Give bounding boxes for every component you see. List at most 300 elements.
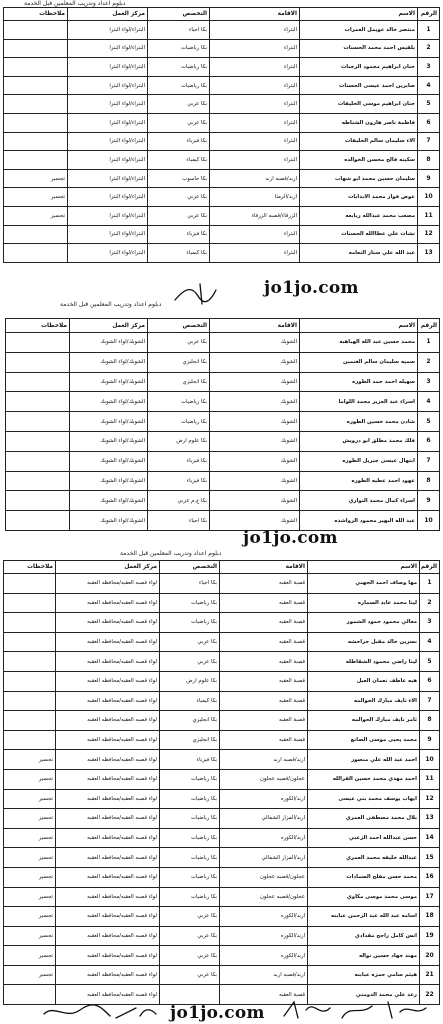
row-number: 16: [420, 867, 440, 887]
row-residence: الشوبك: [210, 471, 300, 491]
row-residence: اربد/الكوره: [220, 946, 308, 966]
row-number: 10: [418, 188, 440, 207]
header-workplace: مركز العمل: [68, 8, 148, 21]
row-number: 1: [418, 333, 440, 353]
row-notes: [4, 691, 56, 711]
row-specialty: بكا عربي: [160, 965, 220, 985]
row-residence: قصبة العقبه: [220, 691, 308, 711]
row-name: سميه سليمان سالم الغنمين: [300, 352, 418, 372]
row-residence: قصبة العقبه: [220, 613, 308, 633]
row-name: احمد عبد الله علي منصور: [308, 750, 420, 770]
row-number: 11: [418, 206, 440, 225]
table-row: [4, 58, 440, 77]
row-workplace: لواء قصبه العقبه/محافظه العقبه: [56, 711, 160, 731]
row-workplace: الشوبك/لواء الشوبك: [70, 471, 148, 491]
row-specialty: بكا فيزياء: [160, 750, 220, 770]
table-header-row: [4, 8, 440, 21]
row-workplace: لواء قصبه العقبه/محافظه العقبه: [56, 907, 160, 927]
row-workplace: البتراء/لواء البترا: [68, 206, 148, 225]
row-notes: [4, 632, 56, 652]
row-specialty: بكا علوم ارض: [160, 671, 220, 691]
row-specialty: بكا عربي: [160, 632, 220, 652]
row-workplace: البتراء/لواء البترا: [68, 151, 148, 170]
row-specialty: بكا رياضيات: [160, 789, 220, 809]
section-2-body: [6, 333, 440, 531]
row-number: 1: [418, 21, 440, 40]
row-residence: الشوبك: [210, 352, 300, 372]
row-residence: اربد/الكوره: [220, 828, 308, 848]
table-row: [6, 471, 440, 491]
row-workplace: لواء قصبه العقبه/محافظه العقبه: [56, 691, 160, 711]
row-notes: [4, 21, 68, 40]
row-residence: قصبة العقبه: [220, 711, 308, 731]
table-row: [6, 451, 440, 471]
row-workplace: الشوبك/لواء الشوبك: [70, 451, 148, 471]
row-workplace: لواء قصبه العقبه/محافظه العقبه: [56, 632, 160, 652]
row-notes: تجسير: [4, 926, 56, 946]
section-3-body: [4, 574, 440, 1005]
row-residence: الشوبك: [210, 372, 300, 392]
section-1-title: دبلوم اعداد وتدريب المعلمين قبل الخدمة: [24, 0, 126, 7]
row-residence: البتراء: [210, 151, 300, 170]
watermark: jo1jo.com: [264, 278, 359, 298]
row-residence: البتراء: [210, 76, 300, 95]
row-specialty: بكا رياضيات: [160, 828, 220, 848]
row-workplace: لواء قصبه العقبه/محافظه العقبه: [56, 946, 160, 966]
row-name: عبدالله خليفه محمد العمري: [308, 848, 420, 868]
row-workplace: الشوبك/لواء الشوبك: [70, 511, 148, 531]
row-residence: عجلون/قصبه عجلون: [220, 887, 308, 907]
row-name: نسرين خالد مقبل حراحشه: [308, 632, 420, 652]
row-residence: الشوبك: [210, 451, 300, 471]
row-notes: [4, 593, 56, 613]
row-specialty: بكا فيزياء: [148, 225, 210, 244]
row-name: هبه عاطف نعمان العبل: [308, 671, 420, 691]
table-row: [4, 39, 440, 58]
row-notes: تجسير: [4, 809, 56, 829]
row-workplace: البتراء/لواء البترا: [68, 39, 148, 58]
row-number: 13: [420, 809, 440, 829]
row-residence: البتراء: [210, 225, 300, 244]
row-workplace: لواء قصبه العقبه/محافظه العقبه: [56, 593, 160, 613]
row-workplace: لواء قصبه العقبه/محافظه العقبه: [56, 965, 160, 985]
row-notes: تجسير: [4, 867, 56, 887]
table-row: [4, 188, 440, 207]
row-name: الاء نايف مبارك الحوالمه: [308, 691, 420, 711]
row-name: ايهاب يوسف محمد بني عيسى: [308, 789, 420, 809]
row-specialty: بكا رياضيات: [160, 809, 220, 829]
row-number: 5: [420, 652, 440, 672]
row-residence: اربد/قصبه اربد: [210, 169, 300, 188]
row-workplace: لواء قصبه العقبه/محافظه العقبه: [56, 574, 160, 594]
row-residence: الشوبك: [210, 431, 300, 451]
table-row: [4, 789, 440, 809]
row-workplace: الشوبك/لواء الشوبك: [70, 392, 148, 412]
header-residence: الاقامة: [220, 561, 308, 574]
row-residence: البتراء: [210, 58, 300, 77]
row-name: رعد علي محمد الدومني: [308, 985, 420, 1005]
row-notes: [6, 491, 70, 511]
row-workplace: لواء قصبه العقبه/محافظه العقبه: [56, 809, 160, 829]
row-residence: اربد/الكوره: [220, 907, 308, 927]
row-specialty: بكا انجليزي: [160, 711, 220, 731]
table-row: [4, 691, 440, 711]
row-number: 21: [420, 965, 440, 985]
row-notes: [6, 333, 70, 353]
row-workplace: لواء قصبه العقبه/محافظه العقبه: [56, 671, 160, 691]
row-notes: [4, 39, 68, 58]
row-name: اسراء عبد العزيز محمد اللواما: [300, 392, 418, 412]
row-notes: [4, 671, 56, 691]
row-specialty: بكا احياء: [160, 574, 220, 594]
row-specialty: بكا رياضيات: [148, 392, 210, 412]
row-name: انس كامل راجح مقدادي: [308, 926, 420, 946]
row-number: 9: [420, 730, 440, 750]
row-notes: [4, 244, 68, 263]
row-name: بلقيس احمد محمد الحسنات: [300, 39, 418, 58]
header-notes: ملاحظات: [4, 561, 56, 574]
row-number: 1: [420, 574, 440, 594]
row-residence: الشوبك: [210, 333, 300, 353]
row-residence: قصبة العقبه: [220, 671, 308, 691]
row-name: اسامه عبد الله عبد الرحمن عبابنه: [308, 907, 420, 927]
row-workplace: البتراء/لواء البترا: [68, 21, 148, 40]
row-residence: اربد/الكوره: [220, 789, 308, 809]
row-workplace: لواء قصبه العقبه/محافظه العقبه: [56, 926, 160, 946]
row-notes: [6, 392, 70, 412]
row-workplace: الشوبك/لواء الشوبك: [70, 412, 148, 432]
signature-mark: [40, 1000, 160, 1024]
row-number: 14: [420, 828, 440, 848]
row-specialty: بكا احياء: [148, 511, 210, 531]
row-notes: تجسير: [4, 946, 56, 966]
table-row: [4, 244, 440, 263]
section-3-title: دبلوم اعداد وتدريب المعلمين قبل الخدمة: [120, 550, 222, 557]
table-row: [4, 965, 440, 985]
watermark: jo1jo.com: [170, 1003, 265, 1023]
row-workplace: الشوبك/لواء الشوبك: [70, 431, 148, 451]
row-number: 8: [420, 711, 440, 731]
row-notes: [4, 652, 56, 672]
row-name: ثامر نايف مبارك الحوالمه: [308, 711, 420, 731]
row-workplace: البتراء/لواء البترا: [68, 58, 148, 77]
table-row: [4, 711, 440, 731]
row-notes: [4, 151, 68, 170]
row-notes: [4, 574, 56, 594]
row-workplace: لواء قصبه العقبه/محافظه العقبه: [56, 848, 160, 868]
row-notes: تجسير: [4, 188, 68, 207]
row-specialty: بكا عربي: [148, 188, 210, 207]
header-specialty: التخصص: [148, 319, 210, 333]
section-1-body: [4, 21, 440, 263]
watermark: jo1jo.com: [243, 528, 338, 548]
signature-mark: [280, 998, 430, 1022]
row-number: 6: [418, 431, 440, 451]
table-row: [4, 887, 440, 907]
signature-mark: [170, 282, 230, 306]
section-3-table: [3, 560, 440, 1005]
row-number: 12: [420, 789, 440, 809]
row-residence: قصبة العقبه: [220, 574, 308, 594]
row-specialty: بكا رياضيات: [148, 76, 210, 95]
row-residence: قصبة العقبه: [220, 652, 308, 672]
row-name: الاء سليمان سالم الخليفات: [300, 132, 418, 151]
row-notes: [6, 431, 70, 451]
row-notes: [4, 613, 56, 633]
row-notes: [4, 58, 68, 77]
row-residence: الشوبك: [210, 412, 300, 432]
row-name: موسى محمد موسى مكاوي: [308, 887, 420, 907]
row-name: شادن محمد حسين الطوره: [300, 412, 418, 432]
row-residence: اربد/المزار الشمالي: [220, 848, 308, 868]
section-2-title: دبلوم اعداد وتدريب المعلمين قبل الخدمة: [60, 301, 162, 308]
row-specialty: بكا رياضيات: [148, 39, 210, 58]
header-residence: الاقامة: [210, 8, 300, 21]
table-row: [4, 225, 440, 244]
section-1-table: [3, 7, 440, 263]
row-specialty: بكا انجليزي: [160, 730, 220, 750]
row-notes: تجسير: [4, 887, 56, 907]
row-workplace: البتراء/لواء البترا: [68, 188, 148, 207]
row-number: 6: [420, 671, 440, 691]
row-specialty: بكا رياضيات: [160, 887, 220, 907]
row-residence: اربد/قصبه اربد: [220, 750, 308, 770]
row-number: 2: [420, 593, 440, 613]
table-row: [4, 867, 440, 887]
row-number: 22: [420, 985, 440, 1005]
table-row: [4, 151, 440, 170]
row-residence: اربد/الرمثا: [210, 188, 300, 207]
row-name: هيثم سامي حمزه عبابنه: [308, 965, 420, 985]
row-name: منتصر خالد عويمل العمرات: [300, 21, 418, 40]
row-residence: قصبة العقبه: [220, 730, 308, 750]
row-number: 18: [420, 907, 440, 927]
row-residence: اربد/الكوره: [220, 926, 308, 946]
row-number: 11: [420, 769, 440, 789]
header-num: الرقم: [418, 8, 440, 21]
table-row: [4, 632, 440, 652]
row-residence: البتراء: [210, 132, 300, 151]
row-workplace: لواء قصبه العقبه/محافظه العقبه: [56, 867, 160, 887]
row-specialty: بكا عربي: [148, 206, 210, 225]
header-name: الاسم: [308, 561, 420, 574]
table-row: [6, 431, 440, 451]
row-specialty: بكا رياضيات: [160, 769, 220, 789]
row-workplace: البتراء/لواء البترا: [68, 244, 148, 263]
table-row: [4, 593, 440, 613]
row-name: مصعب محمد عبدالله ربابعه: [300, 206, 418, 225]
table-row: [6, 372, 440, 392]
row-number: 3: [418, 58, 440, 77]
row-residence: اربد/المزار الشمالي: [220, 809, 308, 829]
row-specialty: بكا عربي: [148, 333, 210, 353]
header-name: الاسم: [300, 319, 418, 333]
row-number: 17: [420, 887, 440, 907]
header-workplace: مركز العمل: [56, 561, 160, 574]
row-name: لينا محمد عايد السماره: [308, 593, 420, 613]
row-number: 4: [418, 76, 440, 95]
row-number: 7: [420, 691, 440, 711]
row-workplace: البتراء/لواء البترا: [68, 169, 148, 188]
row-number: 10: [420, 750, 440, 770]
row-notes: تجسير: [4, 907, 56, 927]
row-name: مهند جهاد حسين نواله: [308, 946, 420, 966]
row-workplace: لواء قصبه العقبه/محافظه العقبه: [56, 985, 160, 1005]
row-notes: [4, 225, 68, 244]
row-name: معالي محمود حمود الشمور: [308, 613, 420, 633]
table-row: [6, 333, 440, 353]
header-notes: ملاحظات: [6, 319, 70, 333]
row-workplace: الشوبك/لواء الشوبك: [70, 333, 148, 353]
row-notes: تجسير: [4, 848, 56, 868]
table-row: [4, 750, 440, 770]
row-name: عوض فواز محمد الابدابات: [300, 188, 418, 207]
row-specialty: بكا عربي: [160, 652, 220, 672]
row-notes: [6, 451, 70, 471]
row-residence: البتراء: [210, 39, 300, 58]
row-number: 15: [420, 848, 440, 868]
row-name: ابتهال عيسى جبريل الطوره: [300, 451, 418, 471]
row-specialty: بكا ع.م عربي: [148, 491, 210, 511]
row-workplace: الشوبك/لواء الشوبك: [70, 352, 148, 372]
table-row: [4, 95, 440, 114]
row-notes: [4, 95, 68, 114]
row-workplace: البتراء/لواء البترا: [68, 76, 148, 95]
row-number: 2: [418, 352, 440, 372]
row-name: اسراء كمال محمد النواري: [300, 491, 418, 511]
row-specialty: بكا عربي: [160, 907, 220, 927]
row-number: 8: [418, 151, 440, 170]
row-number: 10: [418, 511, 440, 531]
row-specialty: بكا رياضيات: [160, 867, 220, 887]
row-name: عهود احمد عطيه الطوره: [300, 471, 418, 491]
row-workplace: البتراء/لواء البترا: [68, 113, 148, 132]
table-row: [4, 574, 440, 594]
row-residence: البتراء: [210, 113, 300, 132]
row-name: محمد حسين عبد الله الهباهبه: [300, 333, 418, 353]
row-name: احمد مهدي محمد حسين القرالله: [308, 769, 420, 789]
row-residence: الشوبك: [210, 511, 300, 531]
table-header-row: [4, 561, 440, 574]
row-number: 2: [418, 39, 440, 58]
row-specialty: بكا فيزياء: [148, 132, 210, 151]
row-specialty: بكا فيزياء: [148, 451, 210, 471]
table-row: [4, 730, 440, 750]
row-specialty: بكا كيمياء: [148, 151, 210, 170]
row-notes: تجسير: [4, 789, 56, 809]
row-notes: [6, 412, 70, 432]
row-specialty: بكا كيمياء: [148, 244, 210, 263]
row-name: حسن عبدالله احمد الزعبي: [308, 828, 420, 848]
row-notes: [6, 352, 70, 372]
header-specialty: التخصص: [148, 8, 210, 21]
row-notes: تجسير: [4, 965, 56, 985]
table-row: [6, 392, 440, 412]
row-name: نشات علي عطاالله الحسنات: [300, 225, 418, 244]
row-workplace: لواء قصبه العقبه/محافظه العقبه: [56, 828, 160, 848]
row-notes: تجسير: [4, 750, 56, 770]
row-notes: تجسير: [4, 169, 68, 188]
row-workplace: الشوبك/لواء الشوبك: [70, 491, 148, 511]
row-name: مها وصاف احمد الجهني: [308, 574, 420, 594]
row-residence: البتراء: [210, 95, 300, 114]
table-row: [4, 169, 440, 188]
header-num: الرقم: [420, 561, 440, 574]
row-specialty: بكا انجليزي: [148, 372, 210, 392]
row-specialty: بكا عربي: [148, 95, 210, 114]
row-specialty: [160, 985, 220, 1005]
table-row: [4, 907, 440, 927]
table-row: [4, 113, 440, 132]
row-number: 8: [418, 471, 440, 491]
row-name: محمد يحيى موسى الصانع: [308, 730, 420, 750]
row-name: سكينه فالح محسن الخوالده: [300, 151, 418, 170]
row-name: لينا راضي محمود الشقاطله: [308, 652, 420, 672]
row-specialty: بكا عربي: [160, 946, 220, 966]
row-specialty: بكا رياضيات: [160, 848, 220, 868]
header-specialty: التخصص: [160, 561, 220, 574]
row-workplace: لواء قصبه العقبه/محافظه العقبه: [56, 769, 160, 789]
row-number: 3: [418, 372, 440, 392]
table-row: [6, 491, 440, 511]
row-number: 6: [418, 113, 440, 132]
row-specialty: بكا كيمياء: [160, 691, 220, 711]
row-workplace: لواء قصبه العقبه/محافظه العقبه: [56, 613, 160, 633]
row-name: محمد حسن مفلح الصمادات: [308, 867, 420, 887]
row-name: سهيله احمد حمد الطوره: [300, 372, 418, 392]
row-workplace: البتراء/لواء البترا: [68, 132, 148, 151]
table-row: [4, 613, 440, 633]
row-notes: تجسير: [4, 769, 56, 789]
table-row: [4, 132, 440, 151]
table-row: [6, 412, 440, 432]
row-specialty: بكا علوم ارض: [148, 431, 210, 451]
header-residence: الاقامة: [210, 319, 300, 333]
header-name: الاسم: [300, 8, 418, 21]
row-specialty: بكا احياء: [148, 21, 210, 40]
row-name: حنان ابراهيم محمود الرجبات: [300, 58, 418, 77]
row-residence: البتراء: [210, 21, 300, 40]
row-workplace: لواء قصبه العقبه/محافظه العقبه: [56, 887, 160, 907]
table-row: [6, 511, 440, 531]
table-row: [4, 848, 440, 868]
row-residence: الشوبك: [210, 392, 300, 412]
row-name: صابرين احمد عيسى الحسنات: [300, 76, 418, 95]
row-name: حنان ابراهيم موسى الخليفات: [300, 95, 418, 114]
row-notes: [4, 76, 68, 95]
row-residence: الزرقاء/قصبه الزرقاء: [210, 206, 300, 225]
row-specialty: بكا فيزياء: [148, 471, 210, 491]
row-number: 12: [418, 225, 440, 244]
row-workplace: لواء قصبه العقبه/محافظه العقبه: [56, 652, 160, 672]
row-residence: عجلون/قصبه عجلون: [220, 867, 308, 887]
row-notes: [6, 372, 70, 392]
row-residence: البتراء: [210, 244, 300, 263]
row-residence: قصبة العقبه: [220, 632, 308, 652]
row-name: فاطمة ناصر هارون الشناطه: [300, 113, 418, 132]
row-name: عبد الله علي سنار النعامه: [300, 244, 418, 263]
row-residence: قصبة العقبه: [220, 593, 308, 613]
row-name: فلك محمد مطلق ابو درويش: [300, 431, 418, 451]
row-number: 3: [420, 613, 440, 633]
table-row: [4, 809, 440, 829]
row-specialty: بكا عربي: [160, 926, 220, 946]
row-specialty: بكا رياضيات: [160, 593, 220, 613]
row-number: 13: [418, 244, 440, 263]
row-specialty: بكا انجليزي: [148, 352, 210, 372]
row-workplace: الشوبك/لواء الشوبك: [70, 372, 148, 392]
row-number: 5: [418, 412, 440, 432]
